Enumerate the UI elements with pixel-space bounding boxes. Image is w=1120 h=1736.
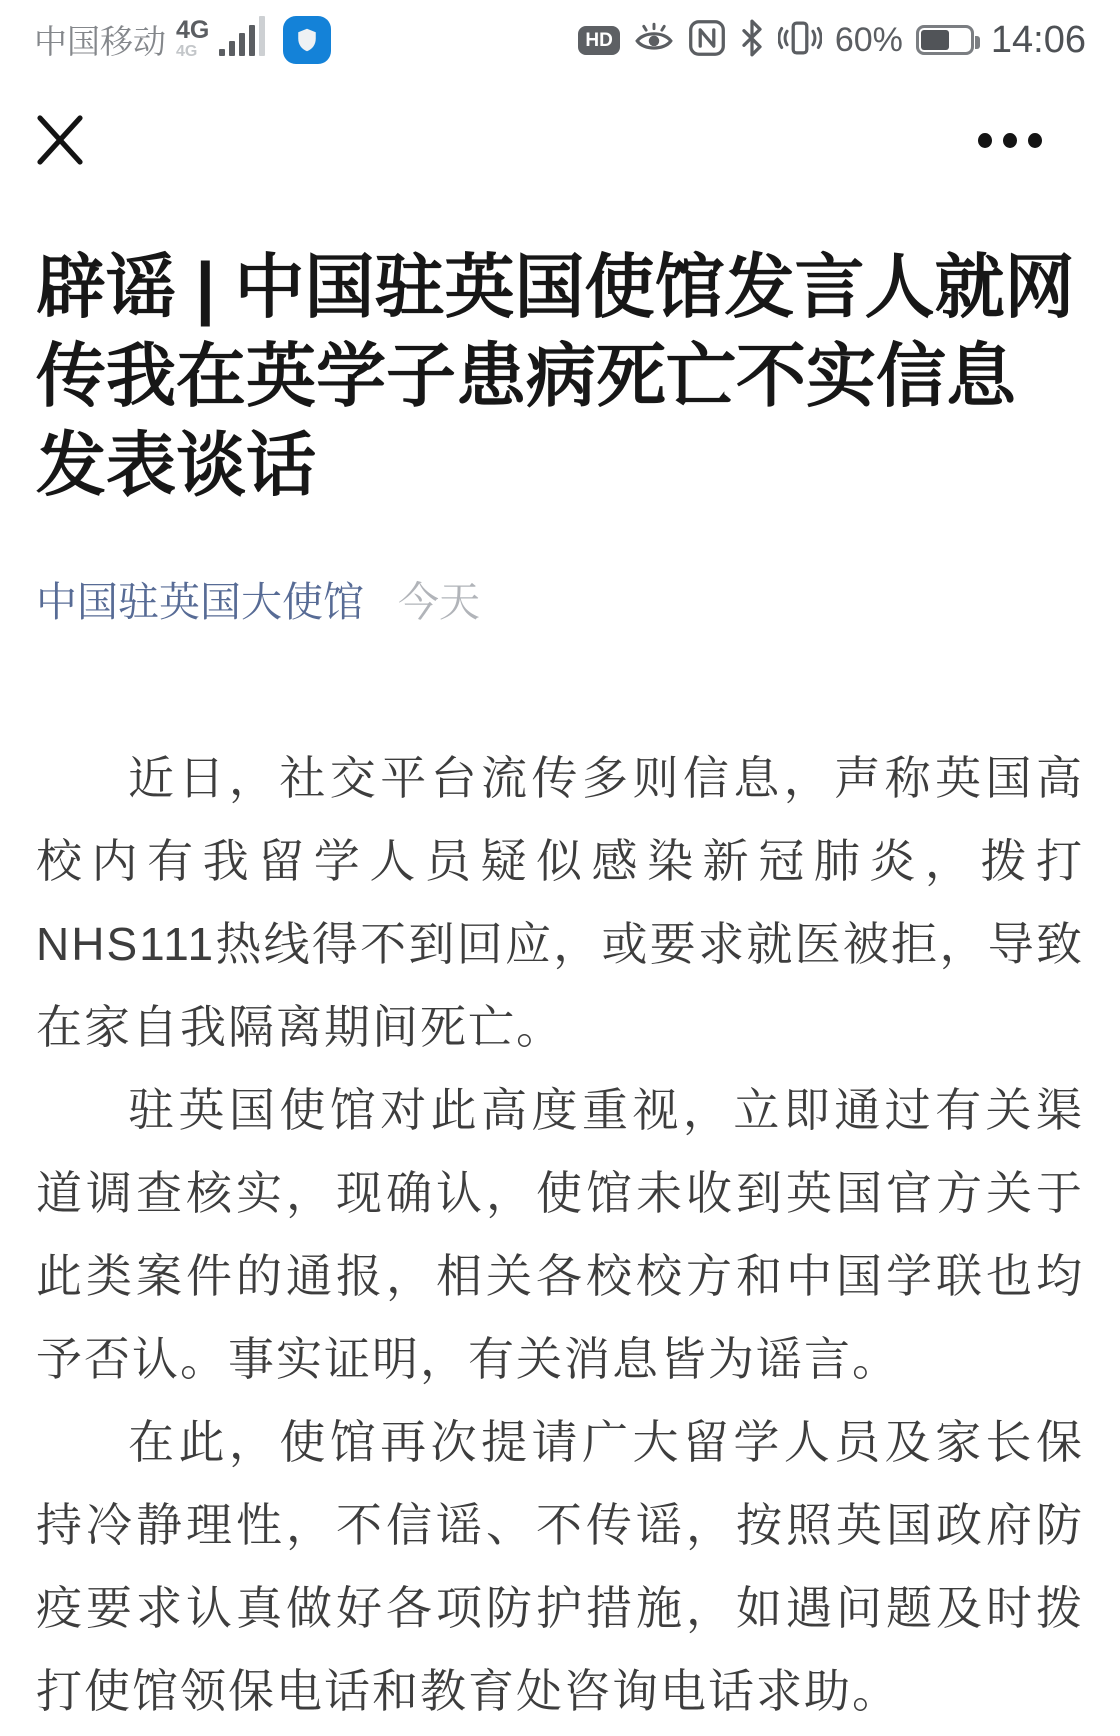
- more-menu-button[interactable]: [978, 133, 1042, 148]
- bluetooth-icon: [739, 19, 765, 62]
- more-menu-icon: [978, 133, 992, 148]
- publish-date: 今天: [398, 579, 480, 625]
- status-time: 14:06: [990, 19, 1086, 61]
- article-title: 辟谣 | 中国驻英国使馆发言人就网传我在英学子患病死亡不实信息发表谈话: [36, 248, 1075, 504]
- status-bar: [0, 0, 1120, 74]
- official-account-link[interactable]: 中国驻英国大使馆: [36, 579, 364, 625]
- close-button[interactable]: [32, 108, 88, 172]
- article-meta: [36, 569, 1084, 628]
- battery-percent-label: 60%: [834, 21, 903, 59]
- close-icon: [34, 110, 86, 170]
- signal-strength-icon: [219, 16, 265, 64]
- paragraph: 近日，社交平台流传多则信息，声称英国高校内有我留学人员疑似感染新冠肺炎，拨打NHS111热线得不到回应，或要求就医被拒，导致在家自我隔离期间死亡。: [36, 752, 1084, 1053]
- status-right: [578, 19, 1086, 62]
- shield-app-icon: [283, 16, 331, 64]
- battery-icon: [916, 25, 974, 55]
- paragraph: 在此，使馆再次提请广大留学人员及家长保持冷静理性，不信谣、不传谣，按照英国政府防疫要求认真做好各项防护措施，如遇问题及时拨打使馆领保电话和教育处咨询电话求助。: [36, 1416, 1084, 1717]
- vibrate-icon: [778, 19, 822, 62]
- network-type-indicator: 4G 4G: [176, 16, 210, 60]
- paragraph: 驻英国使馆对此高度重视，立即通过有关渠道调查核实，现确认，使馆未收到英国官方关于此类案件的通报，相关各校校方和中国学联也均予否认。事实证明，有关消息皆为谣言。: [36, 1084, 1084, 1385]
- article: [0, 243, 1120, 1733]
- eye-comfort-icon: [633, 19, 675, 62]
- carrier-label: 中国移动: [34, 23, 166, 60]
- article-body: [36, 737, 1084, 1733]
- nfc-icon: [688, 19, 726, 62]
- hd-volte-icon: HD: [578, 26, 619, 55]
- article-nav-bar: [0, 102, 1120, 178]
- status-left: [34, 16, 331, 64]
